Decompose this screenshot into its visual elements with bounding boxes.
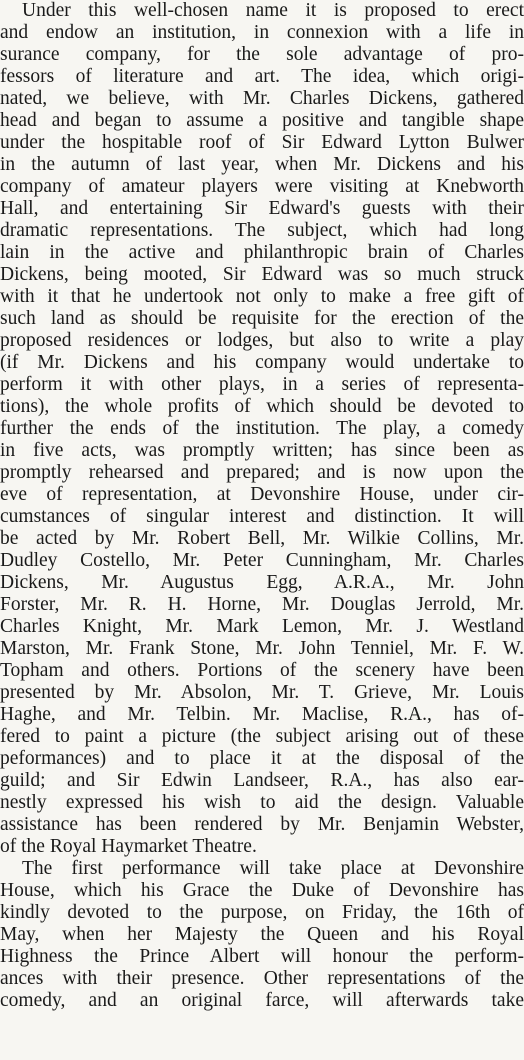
paragraph-1-line-21 <box>0 440 524 462</box>
paragraph-1-line-22 <box>0 462 524 484</box>
line-text: be acted by Mr. Robert Bell, Mr. Wilkie Collins, Mr. <box>0 528 524 549</box>
paragraph-1-line-19 <box>0 396 524 418</box>
paragraph-2-line-4 <box>0 924 524 946</box>
paragraph-1-line-23 <box>0 484 524 506</box>
paragraph-1-line-38 <box>0 814 524 836</box>
paragraph-1-line-33 <box>0 704 524 726</box>
paragraph-1-line-2 <box>0 22 524 44</box>
line-text: guild; and Sir Edwin Landseer, R.A., has also ear- <box>0 770 524 791</box>
paragraph-1-line-17 <box>0 352 524 374</box>
paragraph-1-line-15 <box>0 308 524 330</box>
line-text: in the autumn of last year, when Mr. Dickens and his <box>0 154 524 175</box>
line-text: dramatic representations. The subject, which had long <box>0 220 524 241</box>
line-text: eve of representation, at Devonshire House, under cir- <box>0 484 524 505</box>
line-text: Forster, Mr. R. H. Horne, Mr. Douglas Jerrold, Mr. <box>0 594 524 615</box>
paragraph-1-line-28 <box>0 594 524 616</box>
line-text: under the hospitable roof of Sir Edward Lytton Bulwer <box>0 132 524 153</box>
paragraph-1-line-20 <box>0 418 524 440</box>
paragraph-1-line-8 <box>0 154 524 176</box>
line-text: surance company, for the sole advantage of pro- <box>0 44 524 65</box>
line-text: such land as should be requisite for the erection of the <box>0 308 524 329</box>
line-text: assistance has been rendered by Mr. Benjamin Webster, <box>0 814 524 835</box>
line-text: cumstances of singular interest and distinction. It will <box>0 506 524 527</box>
paragraph-1-line-12 <box>0 242 524 264</box>
paragraph-1-line-1 <box>0 0 524 22</box>
paragraph-1-line-7 <box>0 132 524 154</box>
line-text: tions), the whole profits of which should be devoted to <box>0 396 524 417</box>
line-text: lain in the active and philanthropic brain of Charles <box>0 242 524 263</box>
line-text: head and began to assume a positive and tangible shape <box>0 110 524 131</box>
line-text: further the ends of the institution. The play, a comedy <box>0 418 524 439</box>
paragraph-1-line-6 <box>0 110 524 132</box>
line-text: Topham and others. Portions of the scenery have been <box>0 660 524 681</box>
paragraph-1-line-37 <box>0 792 524 814</box>
line-text: nated, we believe, with Mr. Charles Dickens, gathered <box>0 88 524 109</box>
line-text: proposed residences or lodges, but also to write a play <box>0 330 524 351</box>
paragraph-2-line-1 <box>0 858 524 880</box>
line-text: in five acts, was promptly written; has since been as <box>0 440 524 461</box>
paragraph-1-line-25 <box>0 528 524 550</box>
paragraph-1-line-30 <box>0 638 524 660</box>
line-text: nestly expressed his wish to aid the design. Valuable <box>0 792 524 813</box>
paragraph-1-line-10 <box>0 198 524 220</box>
paragraph-1-line-35 <box>0 748 524 770</box>
line-text: Dickens, Mr. Augustus Egg, A.R.A., Mr. John <box>0 572 524 593</box>
line-text: House, which his Grace the Duke of Devonshire has <box>0 880 524 901</box>
paragraph-1-line-13 <box>0 264 524 286</box>
line-text: Dudley Costello, Mr. Peter Cunningham, Mr. Charles <box>0 550 524 571</box>
line-text: Dickens, being mooted, Sir Edward was so much struck <box>0 264 524 285</box>
paragraph-1-line-14 <box>0 286 524 308</box>
line-text: of the Royal Haymarket Theatre. <box>0 836 257 857</box>
line-text: Marston, Mr. Frank Stone, Mr. John Tenniel, Mr. F. W. <box>0 638 524 659</box>
paragraph-2-line-5 <box>0 946 524 968</box>
line-text: promptly rehearsed and prepared; and is now upon the <box>0 462 524 483</box>
line-text: Under this well-chosen name it is proposed to erect <box>22 0 524 21</box>
line-text: fered to paint a picture (the subject arising out of these <box>0 726 524 747</box>
paragraph-1-line-18 <box>0 374 524 396</box>
paragraph-1-line-39 <box>0 836 524 858</box>
paragraph-1-line-4 <box>0 66 524 88</box>
line-text: ances with their presence. Other representations of the <box>0 968 524 989</box>
paragraph-1-line-31 <box>0 660 524 682</box>
line-text: Hall, and entertaining Sir Edward's guests with their <box>0 198 524 219</box>
line-text: with it that he undertook not only to make a free gift of <box>0 286 524 307</box>
line-text: Highness the Prince Albert will honour the perform- <box>0 946 524 967</box>
paragraph-2-line-7 <box>0 990 524 1012</box>
paragraph-1-line-24 <box>0 506 524 528</box>
paragraph-1-line-26 <box>0 550 524 572</box>
line-text: kindly devoted to the purpose, on Friday, the 16th of <box>0 902 524 923</box>
line-text: The first performance will take place at Devonshire <box>22 858 524 879</box>
line-text: comedy, and an original farce, will afterwards take <box>0 990 524 1011</box>
line-text: and endow an institution, in connexion with a life in <box>0 22 524 43</box>
line-text: peformances) and to place it at the disposal of the <box>0 748 524 769</box>
paragraph-1-line-9 <box>0 176 524 198</box>
line-text: Charles Knight, Mr. Mark Lemon, Mr. J. Westland <box>0 616 524 637</box>
line-text: perform it with other plays, in a series of representa- <box>0 374 524 395</box>
paragraph-1-line-32 <box>0 682 524 704</box>
line-text: presented by Mr. Absolon, Mr. T. Grieve, Mr. Louis <box>0 682 524 703</box>
line-text: (if Mr. Dickens and his company would undertake to <box>0 352 524 373</box>
paragraph-1-line-34 <box>0 726 524 748</box>
paragraph-2-line-3 <box>0 902 524 924</box>
line-text: May, when her Majesty the Queen and his Royal <box>0 924 524 945</box>
paragraph-1-line-36 <box>0 770 524 792</box>
paragraph-1-line-3 <box>0 44 524 66</box>
line-text: Haghe, and Mr. Telbin. Mr. Maclise, R.A., has of- <box>0 704 524 725</box>
paragraph-1-line-16 <box>0 330 524 352</box>
line-text: company of amateur players were visiting at Knebworth <box>0 176 524 197</box>
paragraph-2-line-6 <box>0 968 524 990</box>
paragraph-1-line-27 <box>0 572 524 594</box>
line-text: fessors of literature and art. The idea, which origi- <box>0 66 524 87</box>
paragraph-2-line-2 <box>0 880 524 902</box>
paragraph-1-line-29 <box>0 616 524 638</box>
paragraph-1-line-5 <box>0 88 524 110</box>
paragraph-1-line-11 <box>0 220 524 242</box>
